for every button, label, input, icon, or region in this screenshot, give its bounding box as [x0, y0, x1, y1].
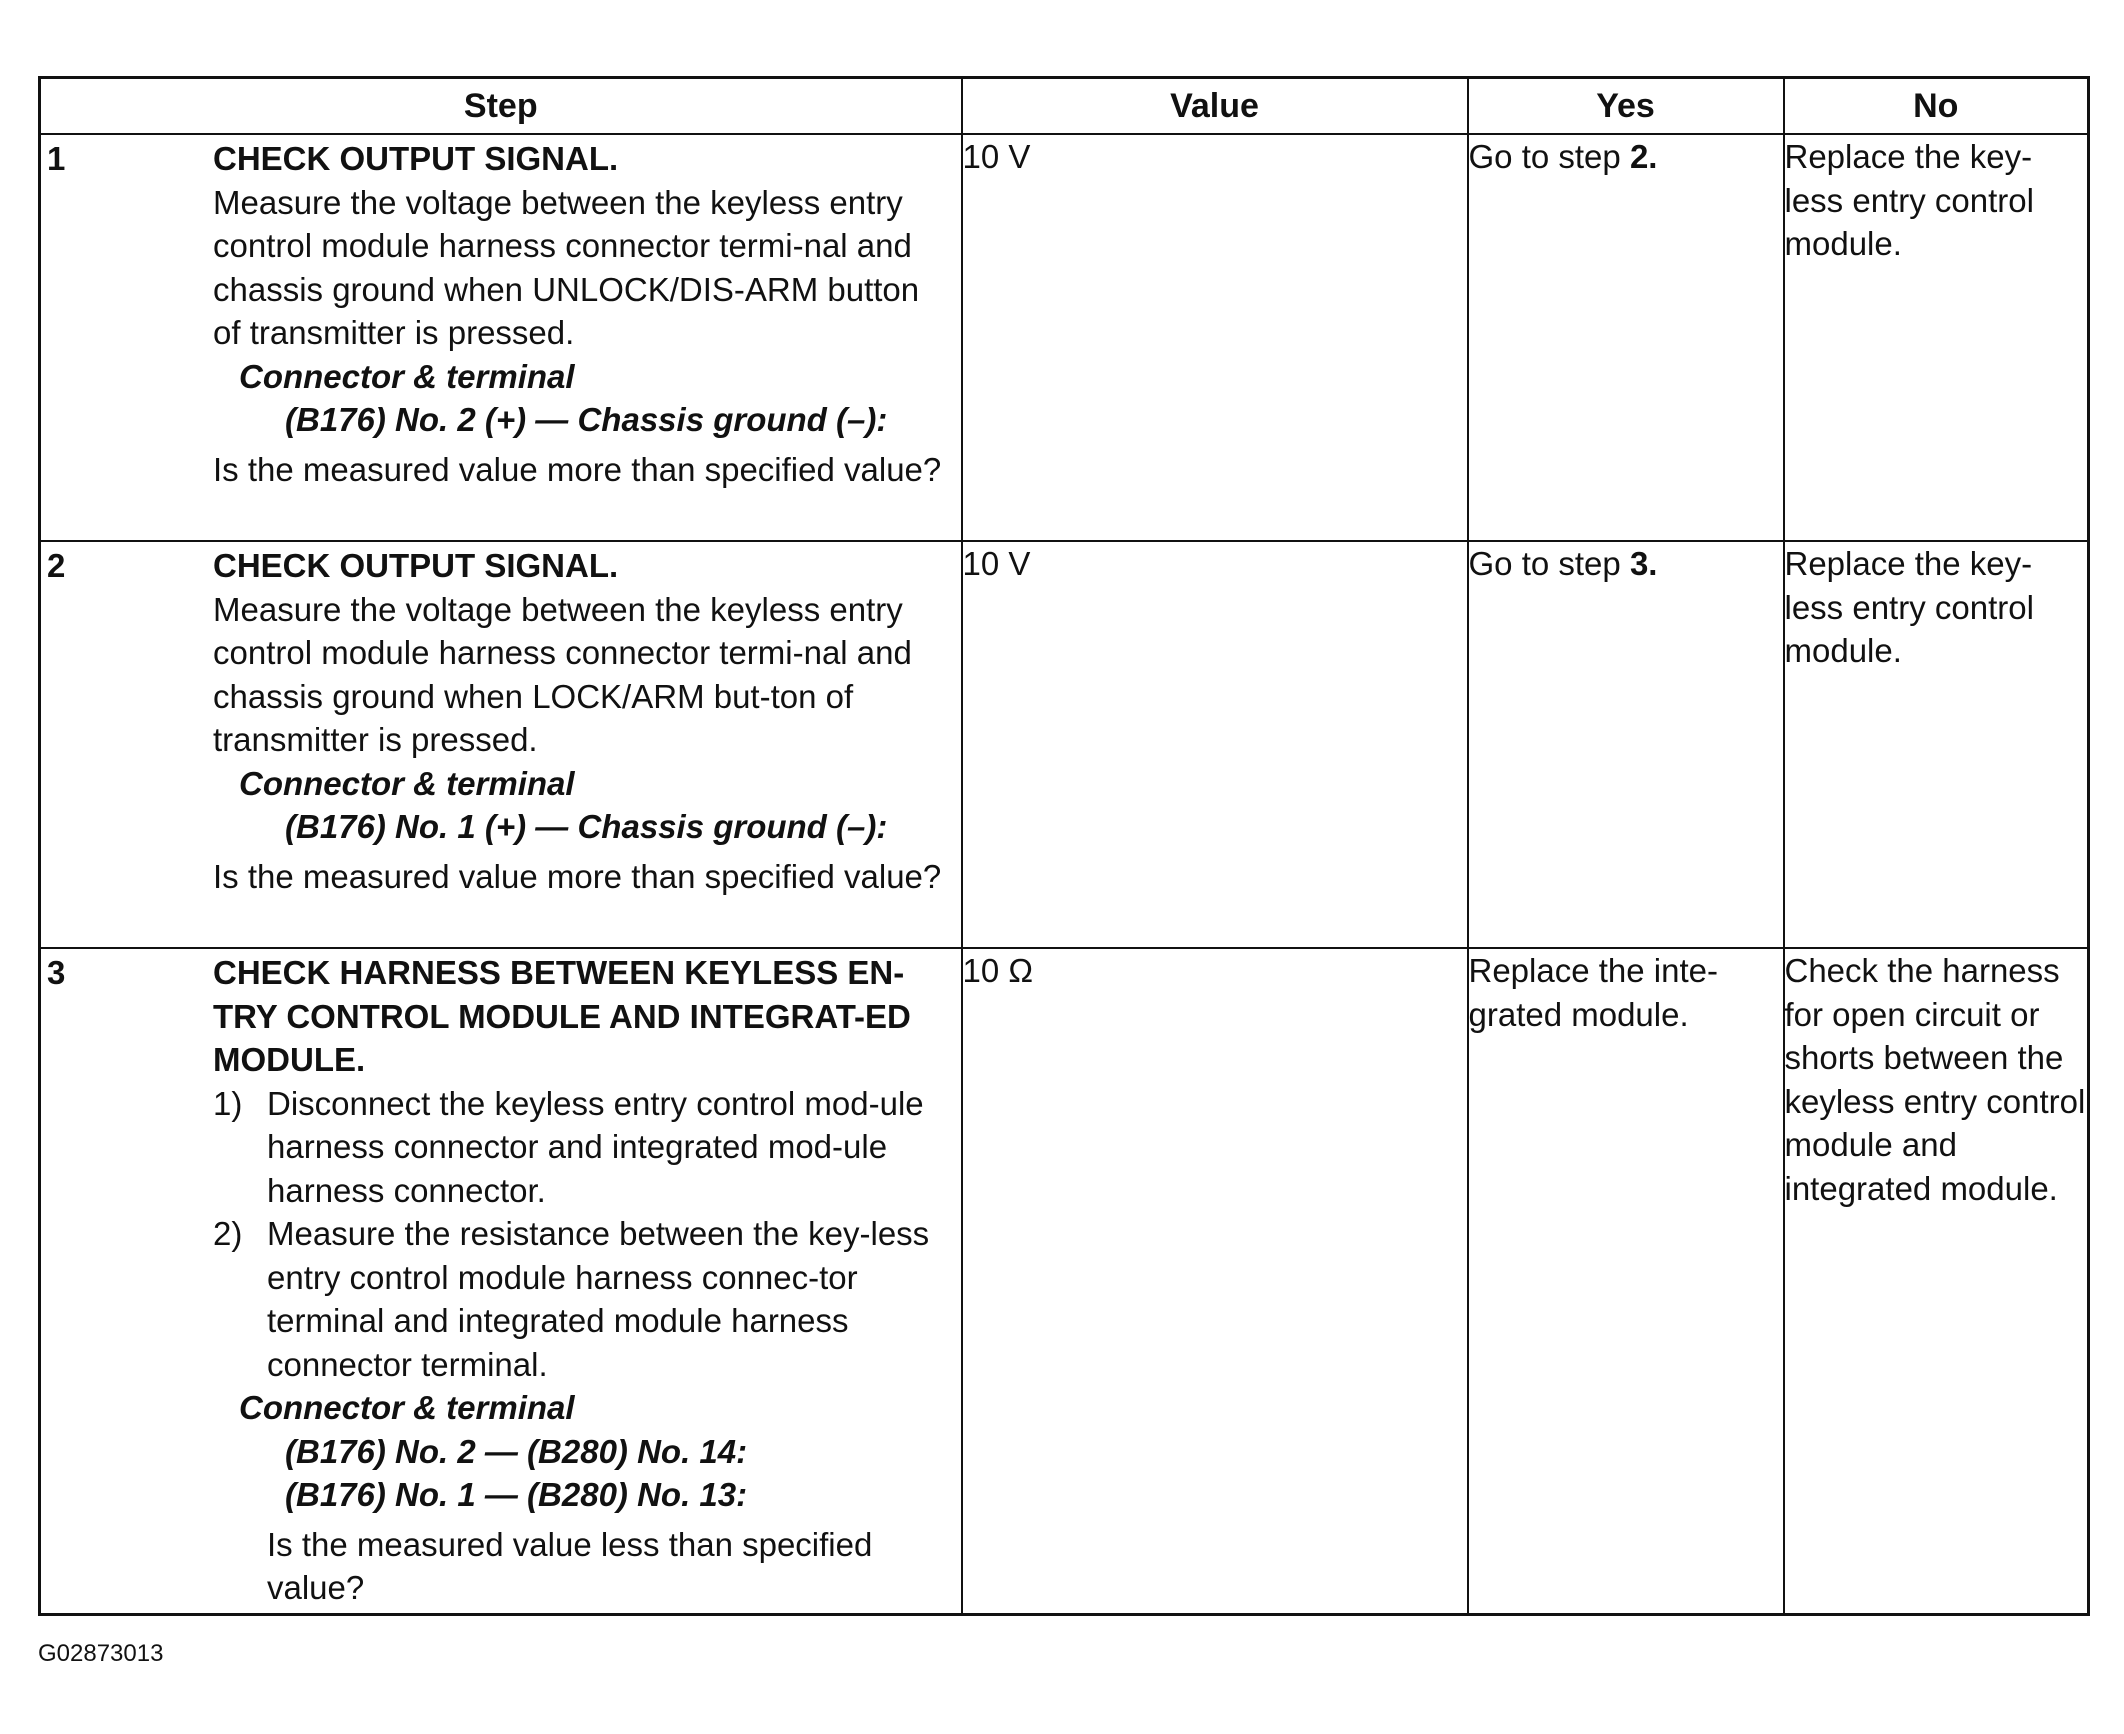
figure-code: G02873013	[38, 1640, 164, 1667]
substep	[213, 1082, 951, 1213]
table-row	[40, 948, 2089, 1614]
step-question: Is the measured value less than specified value?	[267, 1525, 873, 1606]
yes-prefix: Go to step	[1468, 545, 1630, 582]
no-cell: Replace the key-less entry control module.	[1784, 541, 2089, 948]
yes-step-ref: 2.	[1629, 138, 1658, 175]
step-title: CHECK HARNESS BETWEEN KEYLESS EN-TRY CONTROL MODULE AND INTEGRAT-ED MODULE.	[213, 954, 911, 1078]
substep-text: Measure the resistance between the key-less entry control module harness connec-tor terminal and integrated module harness connector terminal.	[267, 1215, 930, 1383]
step-title: CHECK OUTPUT SIGNAL.	[213, 140, 619, 177]
step-number: 3	[47, 954, 66, 991]
header-yes: Yes	[1468, 78, 1784, 135]
no-cell: Replace the key-less entry control module.	[1784, 134, 2089, 541]
connector-heading: Connector & terminal	[239, 357, 575, 395]
value-cell: 10 Ω	[962, 948, 1468, 1614]
connector-terminal: (B176) No. 2 — (B280) No. 14:	[285, 1432, 748, 1470]
yes-cell	[1468, 134, 1784, 541]
connector-terminal: (B176) No. 2 (+) — Chassis ground (–):	[285, 401, 888, 438]
connector-terminal: (B176) No. 1 (+) — Chassis ground (–):	[285, 808, 888, 845]
table-row	[40, 134, 2089, 541]
step-question: Is the measured value more than specified value?	[213, 450, 942, 488]
yes-cell: Replace the inte-grated module.	[1468, 948, 1784, 1614]
substep	[213, 1212, 951, 1386]
value-cell: 10 V	[962, 134, 1468, 541]
substep-text: Disconnect the keyless entry control mod-ule harness connector and integrated mod-ule harness connector.	[267, 1084, 924, 1209]
header-value: Value	[962, 78, 1468, 135]
no-cell: Check the harness for open circuit or shorts between the keyless entry control module and integrated module.	[1784, 948, 2089, 1614]
table-row	[40, 541, 2089, 948]
diagnostic-table	[38, 76, 2090, 1616]
header-no: No	[1784, 78, 2089, 135]
substep-number: 1)	[213, 1084, 243, 1122]
step-cell	[40, 948, 962, 1614]
step-cell	[40, 541, 962, 948]
header-step: Step	[40, 78, 962, 135]
step-description: Measure the voltage between the keyless entry control module harness connector termi-nal and chassis ground when LOCK/ARM but-ton of transmitter is pressed.	[213, 590, 912, 758]
substep-number: 2)	[213, 1215, 243, 1252]
step-number: 2	[47, 547, 66, 584]
step-cell	[40, 134, 962, 541]
step-title: CHECK OUTPUT SIGNAL.	[213, 547, 619, 584]
header-row	[40, 78, 2089, 135]
value-cell: 10 V	[962, 541, 1468, 948]
step-number: 1	[47, 140, 66, 177]
connector-terminal: (B176) No. 1 — (B280) No. 13:	[285, 1476, 748, 1513]
yes-cell	[1468, 541, 1784, 948]
connector-heading: Connector & terminal	[239, 764, 575, 802]
step-question: Is the measured value more than specified value?	[213, 857, 942, 895]
yes-prefix: Go to step	[1468, 138, 1630, 175]
connector-heading: Connector & terminal	[239, 1389, 575, 1426]
step-description: Measure the voltage between the keyless entry control module harness connector termi-nal and chassis ground when UNLOCK/DIS-ARM button of transmitter is pressed.	[213, 183, 920, 351]
yes-step-ref: 3.	[1629, 545, 1658, 582]
